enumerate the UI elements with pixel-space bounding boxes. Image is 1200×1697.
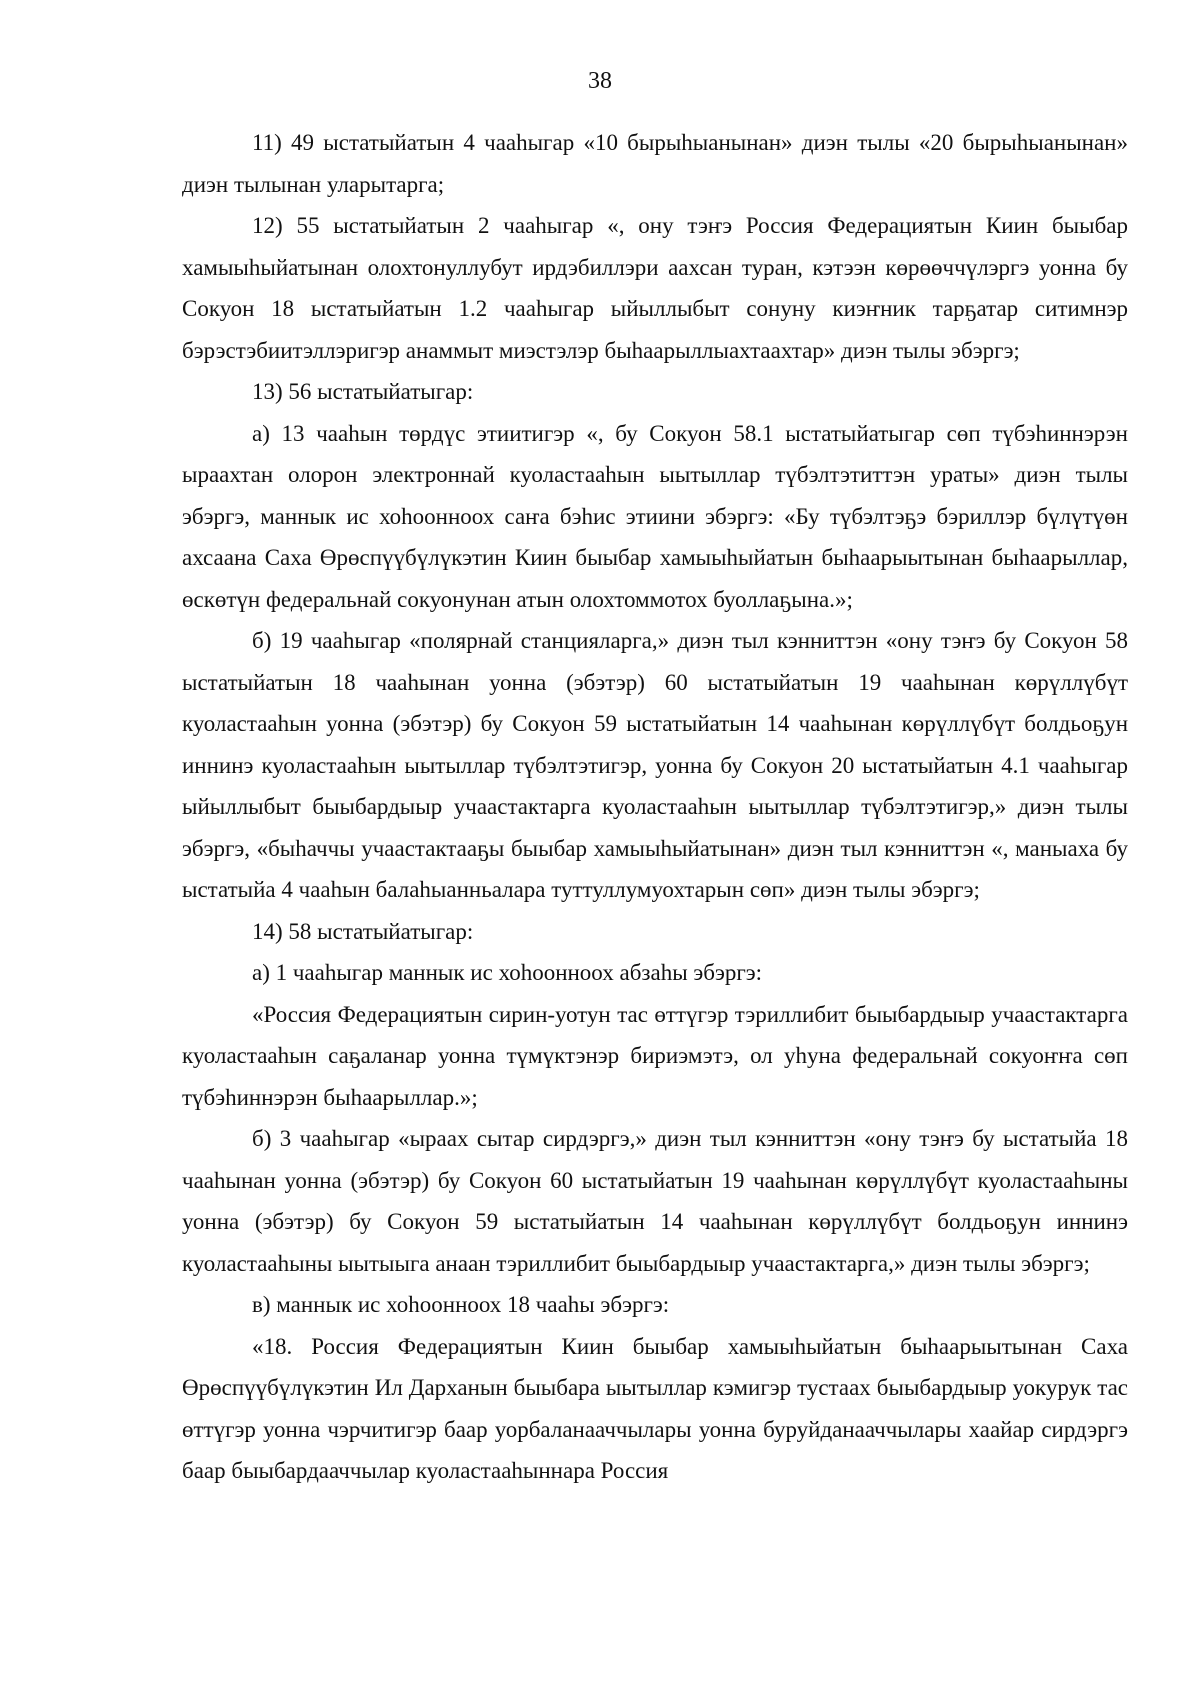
paragraph-item-11: 11) 49 ыстатыйатын 4 чааһыгар «10 бырыһыанынан» диэн тылы «20 бырыһыанынан» диэн тылынан уларытарга; [182, 130, 1128, 197]
paragraph-subitem-13b: б) 19 чааһыгар «полярнай станцияларга,» диэн тыл кэнниттэн «ону тэҥэ бу Сокуон 58 ыстатыйатын 18 чааһынан уонна (эбэтэр) 60 ыстатыйатын 19 чааһынан көрүллүбүт куоластааһын уонна (эбэтэр) бу Сокуон 59 ыстатыйатын 14 чааһынан көрүллүбүт болдьоҕун иннинэ куоластааһын ыытыллар түбэлтэтигэр, уонна бу Сокуон 20 ыстатыйатын 4.1 чааһыгар ыйыллыбыт быыбардыыр учаастактарга куоластааһын ыытыллар түбэлтэтигэр,» диэн тылы эбэргэ, «быһаччы учаастактааҕы быыбар хамыыһыйатынан» диэн тыл кэнниттэн «, маныаха бу ыстатыйа 4 чааһын балаһыанньалара туттуллумуохтарын сөп» диэн тылы эбэргэ; [182, 628, 1128, 902]
paragraph-item-14: 14) 58 ыстатыйатыгар: [252, 918, 474, 944]
quoted-paragraph-18: «18. Россия Федерациятын Киин быыбар хамыыһыйатын быһаарыытынан Саха Өрөспүүбүлүкэтин Ил Дарханын быыбара ыытыллар кэмигэр тустаах быыбардыыр уокурук тас өттүгэр уонна чэрчитигэр баар уорбаланааччылары уонна буруйданааччылары хаайар сирдэргэ баар быыбардааччылар куоластааһыннара Россия [182, 1333, 1128, 1483]
quoted-paragraph: «Россия Федерациятын сирин-уотун тас өттүгэр тэриллибит быыбардыыр учаастактарга куоластааһын саҕаланар уонна түмүктэнэр бириэмэтэ, ол уһуна федеральнай сокуоҥҥа сөп түбэһиннэрэн быһаарыллар.»; [182, 1001, 1128, 1110]
paragraph-subitem-14c: в) маннык ис хоһоонноох 18 чааһы эбэргэ: [252, 1292, 670, 1317]
paragraph-subitem-14b: б) 3 чааһыгар «ыраах сытар сирдэргэ,» диэн тыл кэнниттэн «ону тэҥэ бу ыстатыйа 18 чааһынан уонна (эбэтэр) бу Сокуон 60 ыстатыйатын 19 чааһынан көрүллүбүт куоластааһыны уонна (эбэтэр) бу Сокуон 59 ыстатыйатын 14 чааһынан көрүллүбүт болдьоҕун иннинэ куоластааһыны ыытыыга анаан тэриллибит быыбардыыр учаастактарга,» диэн тылы эбэргэ; [182, 1126, 1128, 1276]
paragraph-item-13: 13) 56 ыстатыйатыгар: [252, 379, 474, 404]
paragraph-item-12: 12) 55 ыстатыйатын 2 чааһыгар «, ону тэҥэ Россия Федерациятын Киин быыбар хамыыһыйатынан олохтонуллубут ирдэбиллэри аахсан туран, кэтээн көрөөччүлэргэ уонна бу Сокуон 18 ыстатыйатын 1.2 чааһыгар ыйыллыбыт сонуну киэҥник тарҕатар ситимнэр бэрэстэбиитэллэригэр анаммыт миэстэлэр быһаарыллыахтаахтар» диэн тылы эбэргэ; [182, 213, 1128, 363]
page-number: 38 [588, 68, 612, 94]
document-body [182, 122, 1128, 1492]
paragraph-subitem-14a: а) 1 чааһыгар маннык ис хоһоонноох абзаһы эбэргэ: [252, 960, 763, 985]
paragraph-subitem-13a: а) 13 чааһын төрдүс этиитигэр «, бу Сокуон 58.1 ыстатыйатыгар сөп түбэһиннэрэн ыраахтан олорон электроннай куоластааһын ыытыллар түбэлтэтиттэн ураты» диэн тылы эбэргэ, маннык ис хоһоонноох саҥа бэһис этиини эбэргэ: «Бу түбэлтэҕэ бэриллэр бүлүтүөн ахсаана Саха Өрөспүүбүлүкэтин Киин быыбар хамыыһыйатын быһаарыытынан быһаарыллар, өскөтүн федеральнай сокуонунан атын олохтоммотох буоллаҕына.»; [182, 420, 1128, 612]
